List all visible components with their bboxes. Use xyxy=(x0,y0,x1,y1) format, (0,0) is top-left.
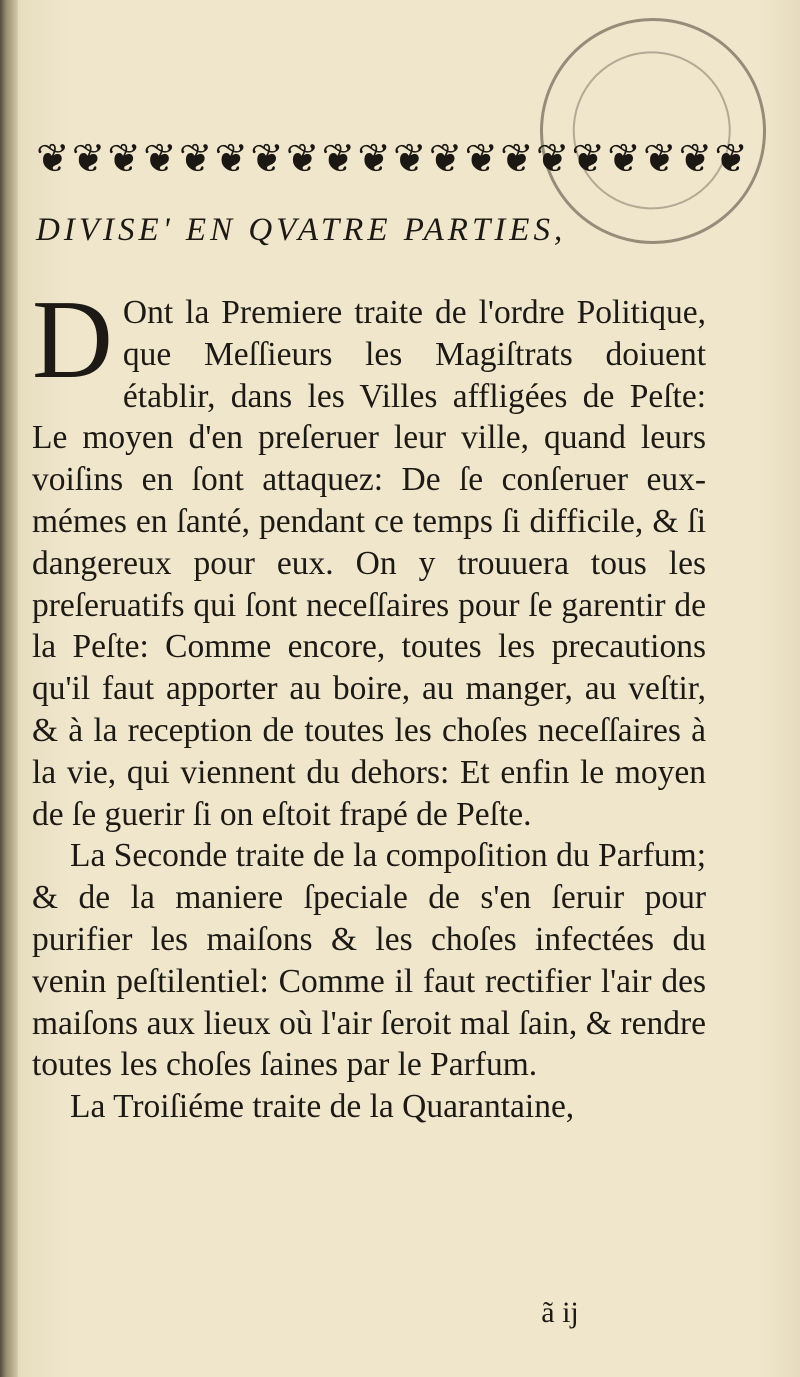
signature-mark: ã ij xyxy=(541,1296,579,1329)
ornament-fleuron: ❦ xyxy=(71,136,106,182)
ornament-fleuron: ❦ xyxy=(285,136,320,182)
ornament-fleuron: ❦ xyxy=(714,136,748,182)
ornament-fleuron: ❦ xyxy=(642,136,677,182)
ornament-fleuron: ❦ xyxy=(321,136,356,182)
body-text xyxy=(32,278,706,1128)
ornament-fleuron: ❦ xyxy=(571,136,606,182)
ornament-fleuron: ❦ xyxy=(678,136,713,182)
ornament-band xyxy=(36,128,748,190)
ornament-fleuron: ❦ xyxy=(464,136,498,182)
paragraph-second: La Seconde traite de la compoſition du Parfum; & de la maniere ſpeciale de s'en ſeruir pour purifier les maiſons & les choſes infectées du venin peſtilentiel: Comme il faut rectifier l'air des maiſons aux lieux où l'air ſeroit mal ſain, & rendre toutes les choſes ſaines par le Parfum. xyxy=(32,837,706,1084)
paragraph-third: La Troiſiéme traite de la Quarantaine, xyxy=(70,1088,575,1126)
ornament-fleuron: ❦ xyxy=(178,136,213,182)
ornament-fleuron: ❦ xyxy=(500,136,534,182)
paragraph-first xyxy=(32,278,706,835)
ornament-fleuron: ❦ xyxy=(357,136,391,182)
ornament-fleuron: ❦ xyxy=(607,136,641,182)
ornament-fleuron: ❦ xyxy=(36,136,70,182)
ornament-fleuron: ❦ xyxy=(214,136,249,182)
ornament-fleuron: ❦ xyxy=(107,136,141,182)
section-subtitle: DIVISE' EN QVATRE PARTIES, xyxy=(36,212,567,248)
ornament-fleuron: ❦ xyxy=(250,136,284,182)
drop-cap: D xyxy=(32,278,113,402)
ornament-fleuron: ❦ xyxy=(428,136,463,182)
binding-shadow xyxy=(0,0,18,1377)
ornament-fleuron: ❦ xyxy=(393,136,427,182)
ornament-fleuron: ❦ xyxy=(143,136,177,182)
paragraph-first-text: Ont la Premiere traite de l'ordre Politique, que Meſſieurs les Magiſtrats doiuent établir, dans les Villes affligées de Peſte: Le moyen d'en preſeruer leur ville, quand leurs voiſins en ſont attaquez: De ſe conſeruer eux-mémes en ſanté, pendant ce temps ſi difficile, & ſi dangereux pour eux. On y trouuera tous les preſeruatifs qui ſont neceſſaires pour ſe garentir de la Peſte: Comme encore, toutes les precautions qu'il faut apporter au boire, au manger, au veſtir, & à la reception de toutes les choſes neceſſaires à la vie, qui viennent du dehors: Et enfin le moyen de ſe guerir ſi on eſtoit frapé de Peſte. xyxy=(32,294,706,833)
ornament-fleuron: ❦ xyxy=(535,136,570,182)
